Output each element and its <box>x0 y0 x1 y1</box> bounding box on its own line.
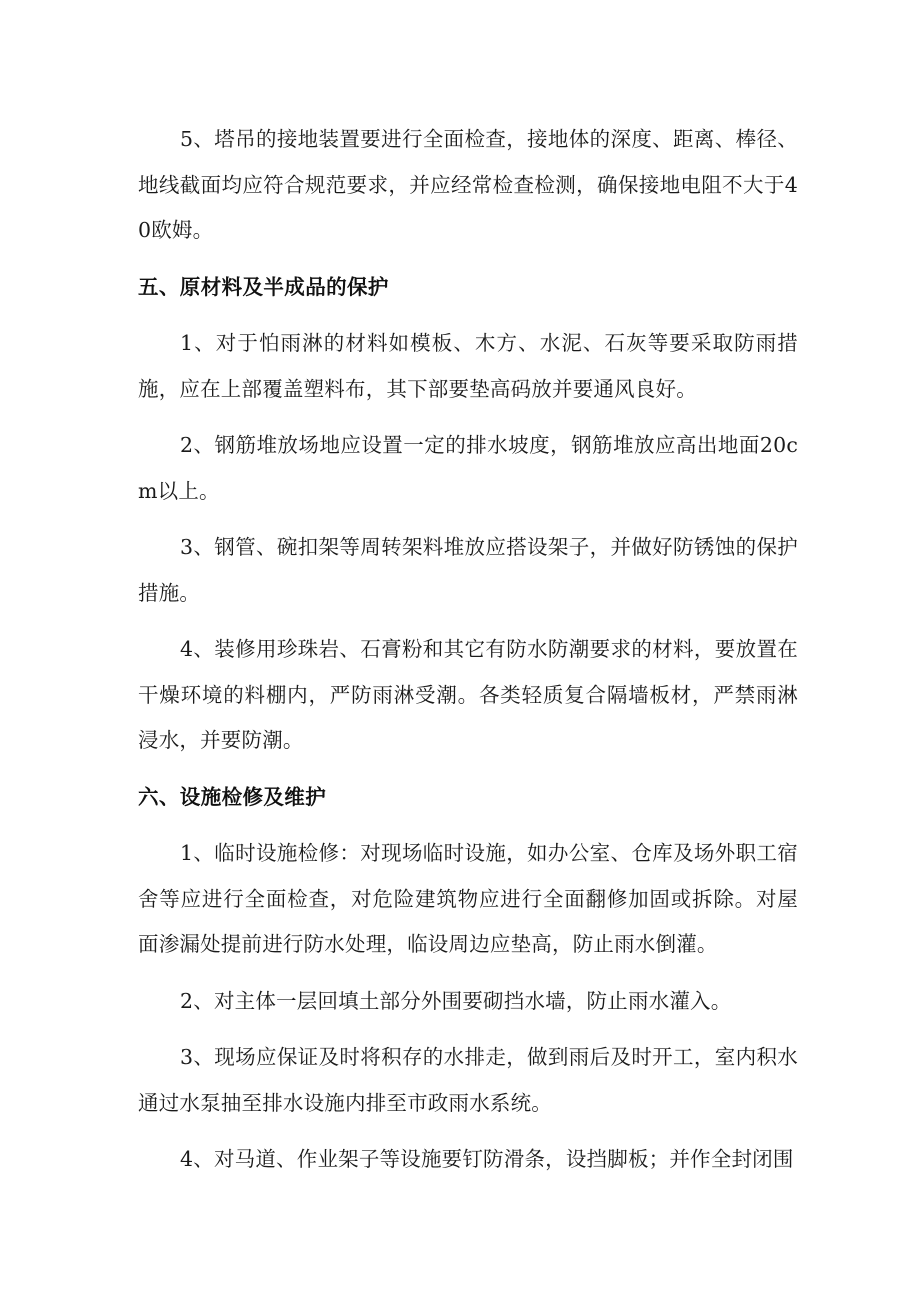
paragraph-temporary-facility-repair: 1、临时设施检修：对现场临时设施，如办公室、仓库及场外职工宿舍等应进行全面检查，对危险建筑物应进行全面翻修加固或拆除。对屋面渗漏处提前进行防水处理，临设周边应垫高，防止雨水倒灌。 <box>138 841 798 956</box>
paragraph-water-drainage: 3、现场应保证及时将积存的水排走，做到雨后及时开工，室内积水通过水泵抽至排水设施内排至市政雨水系统。 <box>138 1045 798 1115</box>
section-heading-material-protection: 五、原材料及半成品的保护 <box>138 274 389 299</box>
paragraph-scaffold-materials: 3、钢管、碗扣架等周转架料堆放应搭设架子，并做好防锈蚀的保护措施。 <box>138 535 798 605</box>
section-heading-facility-maintenance: 六、设施检修及维护 <box>138 784 327 809</box>
paragraph-tower-crane-grounding: 5、塔吊的接地装置要进行全面检查，接地体的深度、距离、棒径、地线截面均应符合规范要求，并应经常检查检测，确保接地电阻不大于40欧姆。 <box>138 127 798 242</box>
document-body <box>138 117 798 1183</box>
paragraph-rebar-storage: 2、钢筋堆放场地应设置一定的排水坡度，钢筋堆放应高出地面20cm以上。 <box>138 433 798 503</box>
paragraph-finishing-materials: 4、装修用珍珠岩、石膏粉和其它有防水防潮要求的材料，要放置在干燥环境的料棚内，严防雨淋受潮。各类轻质复合隔墙板材，严禁雨淋浸水，并要防潮。 <box>138 637 798 752</box>
paragraph-rain-sensitive-materials: 1、对于怕雨淋的材料如模板、木方、水泥、石灰等要采取防雨措施，应在上部覆盖塑料布，其下部要垫高码放并要通风良好。 <box>138 331 798 401</box>
paragraph-retaining-wall: 2、对主体一层回填土部分外围要砌挡水墙，防止雨水灌入。 <box>180 988 732 1013</box>
paragraph-walkway-antislip: 4、对马道、作业架子等设施要钉防滑条，设挡脚板；并作全封闭围 <box>180 1147 794 1171</box>
